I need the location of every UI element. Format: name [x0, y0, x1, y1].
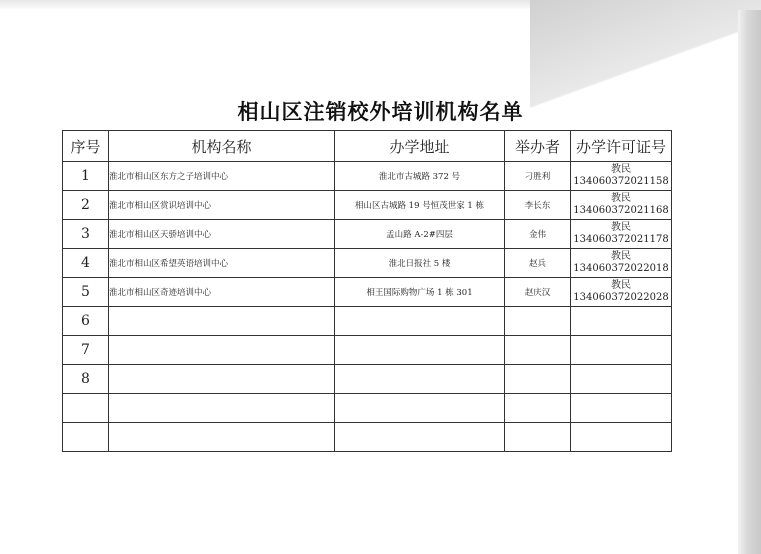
cell-organizer: 刁胜利: [505, 162, 571, 191]
cell-organizer: 李长东: [505, 191, 571, 220]
cell-address: 淮北日报社 5 楼: [335, 249, 505, 278]
table-row: [63, 336, 672, 365]
cell-address: [335, 336, 505, 365]
document-title: 相山区注销校外培训机构名单: [237, 99, 524, 124]
license-prefix: 教民: [611, 164, 631, 175]
cell-license-number: [571, 278, 672, 307]
cell-serial-number: [63, 423, 109, 452]
cell-serial-number: 4: [63, 249, 109, 278]
cell-license-number: [571, 365, 672, 394]
table-row: [63, 191, 672, 220]
cell-license-number: [571, 307, 672, 336]
table-row: [63, 394, 672, 423]
cell-serial-number: 2: [63, 191, 109, 220]
cell-license-number: [571, 423, 672, 452]
table-row: [63, 365, 672, 394]
cell-license-number: [571, 191, 672, 220]
cell-address: [335, 365, 505, 394]
license-number: 134060372021158: [573, 176, 669, 187]
license-prefix: 教民: [611, 251, 631, 262]
table-row: [63, 423, 672, 452]
cell-address: [335, 423, 505, 452]
header-institution-name: 机构名称: [109, 131, 335, 162]
cell-address: [335, 394, 505, 423]
cell-institution-name: 淮北市相山区赏识培训中心: [109, 191, 335, 220]
header-organizer: 举办者: [505, 131, 571, 162]
license-prefix: 教民: [611, 193, 631, 204]
deregistered-institutions-table: [62, 130, 672, 452]
cell-address: 孟山路 A-2#四层: [335, 220, 505, 249]
cell-institution-name: [109, 307, 335, 336]
header-serial-number: 序号: [63, 131, 109, 162]
cell-organizer: [505, 336, 571, 365]
cell-organizer: [505, 394, 571, 423]
cell-organizer: 赵庆汉: [505, 278, 571, 307]
cell-serial-number: [63, 394, 109, 423]
cell-license-number: [571, 162, 672, 191]
cell-serial-number: 8: [63, 365, 109, 394]
cell-address: 淮北市古城路 372 号: [335, 162, 505, 191]
license-number: 134060372022018: [573, 263, 669, 274]
cell-organizer: [505, 365, 571, 394]
cell-organizer: 赵兵: [505, 249, 571, 278]
scan-page-fold: [530, 0, 761, 110]
table-row: [63, 307, 672, 336]
cell-serial-number: 6: [63, 307, 109, 336]
cell-serial-number: 1: [63, 162, 109, 191]
header-license-number: 办学许可证号: [571, 131, 672, 162]
license-number: 134060372022028: [573, 292, 669, 303]
cell-license-number: [571, 336, 672, 365]
license-prefix: 教民: [611, 280, 631, 291]
cell-institution-name: 淮北市相山区东方之子培训中心: [109, 162, 335, 191]
cell-address: [335, 307, 505, 336]
cell-institution-name: [109, 394, 335, 423]
license-number: 134060372021168: [573, 205, 669, 216]
table-header-row: [63, 131, 672, 162]
cell-institution-name: [109, 423, 335, 452]
table-row: [63, 220, 672, 249]
cell-organizer: [505, 307, 571, 336]
scan-right-edge: [738, 10, 761, 554]
cell-address: 相山区古城路 19 号恒茂世家 1 栋: [335, 191, 505, 220]
cell-organizer: 金伟: [505, 220, 571, 249]
cell-serial-number: 7: [63, 336, 109, 365]
cell-serial-number: 3: [63, 220, 109, 249]
cell-serial-number: 5: [63, 278, 109, 307]
table-row: [63, 249, 672, 278]
table-row: [63, 278, 672, 307]
cell-institution-name: 淮北市相山区希望英语培训中心: [109, 249, 335, 278]
license-number: 134060372021178: [573, 234, 669, 245]
table-row: [63, 162, 672, 191]
header-address: 办学地址: [335, 131, 505, 162]
cell-institution-name: [109, 336, 335, 365]
cell-institution-name: [109, 365, 335, 394]
cell-license-number: [571, 220, 672, 249]
cell-license-number: [571, 394, 672, 423]
cell-address: 相王国际购物广场 1 栋 301: [335, 278, 505, 307]
cell-institution-name: 淮北市相山区奇迹培训中心: [109, 278, 335, 307]
cell-organizer: [505, 423, 571, 452]
license-prefix: 教民: [611, 222, 631, 233]
cell-institution-name: 淮北市相山区天骄培训中心: [109, 220, 335, 249]
cell-license-number: [571, 249, 672, 278]
